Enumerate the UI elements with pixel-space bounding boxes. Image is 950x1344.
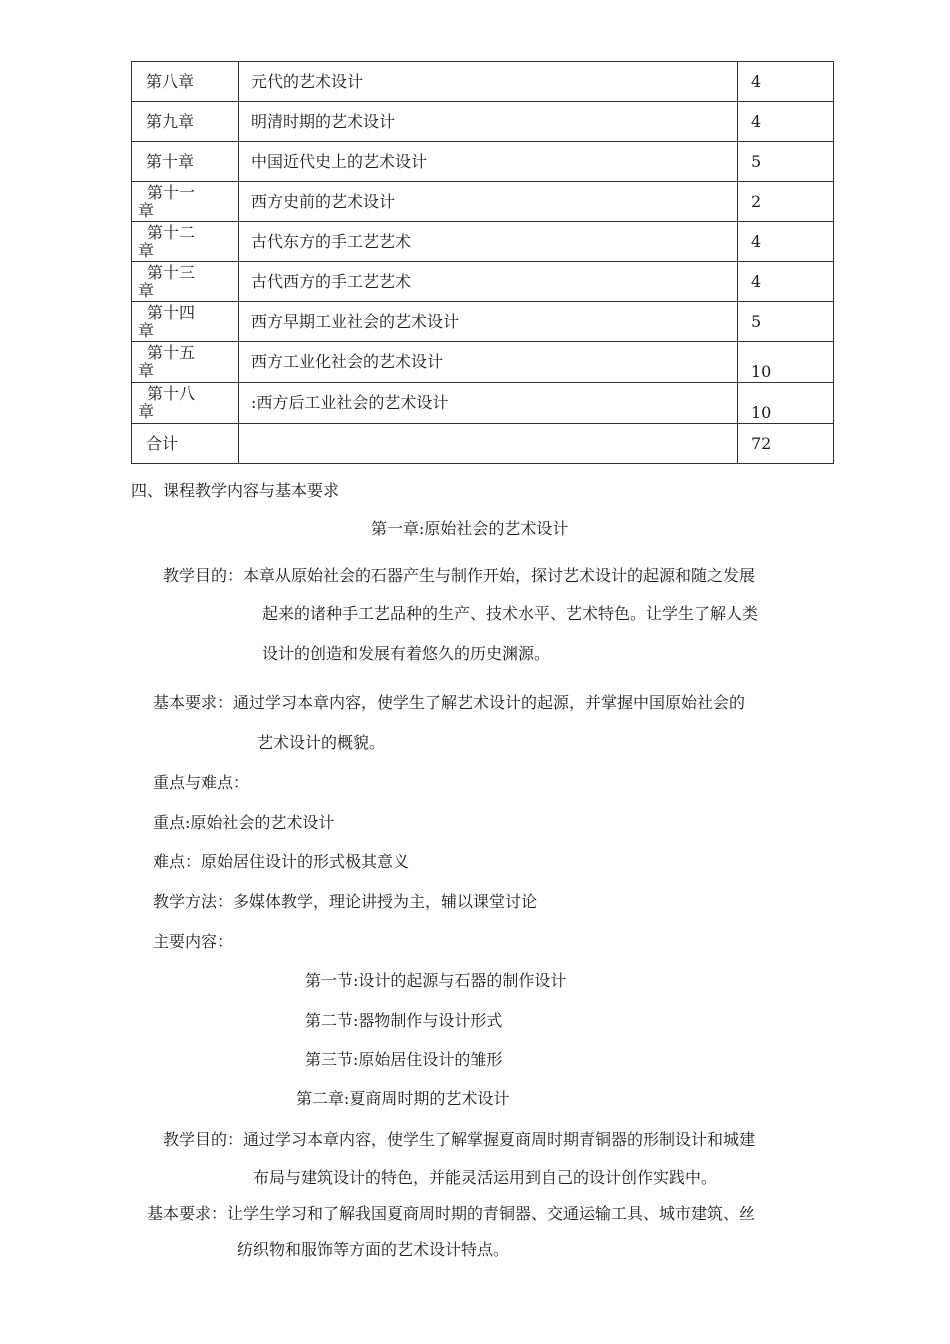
table-row: [132, 383, 834, 424]
section-item: 第三节:原始居住设计的雏形: [305, 1050, 503, 1069]
table-row: [132, 62, 834, 102]
table-row: [132, 342, 834, 383]
chapter-cell: 第八章: [132, 62, 239, 102]
title-cell: 西方史前的艺术设计: [239, 182, 738, 222]
chapter-cell: [132, 342, 239, 383]
chapter-cell: [132, 182, 239, 222]
table-row: [132, 424, 834, 464]
ch1-requirement-line-2: 艺术设计的概貌。: [257, 733, 386, 752]
hours-cell: 4: [738, 102, 834, 142]
chapter-1-title: 第一章:原始社会的艺术设计: [371, 519, 569, 538]
hours-cell: 4: [738, 262, 834, 302]
hours-cell: 10: [738, 383, 834, 424]
title-cell: [239, 424, 738, 464]
chapter-cell: 第九章: [132, 102, 239, 142]
focus-heading: 重点与难点：: [153, 773, 250, 792]
table-row: [132, 302, 834, 342]
hours-cell: 4: [738, 62, 834, 102]
title-cell: 西方工业化社会的艺术设计: [239, 342, 738, 383]
chapter-line-1: 第十二: [147, 222, 196, 242]
chapter-cell: 合计: [132, 424, 239, 464]
ch2-goal-line-2: 布局与建筑设计的特色，并能灵活运用到自己的设计创作实践中。: [253, 1168, 718, 1187]
title-cell: :西方后工业社会的艺术设计: [239, 383, 738, 424]
chapter-line-2: 章: [138, 280, 155, 300]
section-heading: 四、课程教学内容与基本要求: [131, 481, 340, 500]
table-row: [132, 182, 834, 222]
chapter-line-2: 章: [138, 200, 155, 220]
chapter-line-2: 章: [138, 402, 155, 421]
ch1-requirement-line-1: 基本要求：通过学习本章内容，使学生了解艺术设计的起源，并掌握中国原始社会的: [153, 693, 746, 712]
ch2-requirement-line-2: 纺织物和服饰等方面的艺术设计特点。: [237, 1240, 510, 1259]
chapter-line-2: 章: [138, 240, 155, 260]
table-row: [132, 142, 834, 182]
table-row: [132, 102, 834, 142]
hours-cell: 10: [738, 342, 834, 383]
chapter-cell: [132, 222, 239, 262]
ch2-goal-line-1: 教学目的：通过学习本章内容，使学生了解掌握夏商周时期青铜器的形制设计和城建: [163, 1130, 756, 1149]
chapter-cell: [132, 262, 239, 302]
hours-cell: 4: [738, 222, 834, 262]
hours-cell: 5: [738, 142, 834, 182]
chapter-line-1: 第十一: [147, 182, 196, 202]
chapter-line-1: 第十五: [147, 343, 196, 362]
chapter-line-1: 第十四: [147, 302, 196, 322]
hours-cell: 5: [738, 302, 834, 342]
difficulty-point: 难点：原始居住设计的形式极其意义: [153, 852, 410, 871]
chapter-line-1: 第十三: [147, 262, 196, 282]
section-item: 第二节:器物制作与设计形式: [305, 1011, 503, 1030]
ch1-goal-line-3: 设计的创造和发展有着悠久的历史渊源。: [262, 644, 551, 663]
ch1-goal-line-2: 起来的诸种手工艺品种的生产、技术水平、艺术特色。让学生了解人类: [262, 604, 759, 623]
focus-point: 重点:原始社会的艺术设计: [153, 813, 335, 832]
table-row: [132, 262, 834, 302]
table-row: [132, 222, 834, 262]
chapter-line-2: 章: [138, 320, 155, 340]
title-cell: 古代东方的手工艺艺术: [239, 222, 738, 262]
content-heading: 主要内容：: [153, 932, 234, 951]
chapter-2-title: 第二章:夏商周时期的艺术设计: [296, 1089, 510, 1108]
course-hours-table: [131, 61, 834, 464]
title-cell: 元代的艺术设计: [239, 62, 738, 102]
ch2-requirement-line-1: 基本要求：让学生学习和了解我国夏商周时期的青铜器、交通运输工具、城市建筑、丝: [147, 1204, 756, 1223]
hours-cell: 72: [738, 424, 834, 464]
title-cell: 古代西方的手工艺艺术: [239, 262, 738, 302]
title-cell: 中国近代史上的艺术设计: [239, 142, 738, 182]
title-cell: 明清时期的艺术设计: [239, 102, 738, 142]
chapter-cell: [132, 383, 239, 424]
chapter-cell: 第十章: [132, 142, 239, 182]
chapter-line-1: 第十八: [147, 384, 196, 403]
hours-cell: 2: [738, 182, 834, 222]
section-item: 第一节:设计的起源与石器的制作设计: [305, 971, 567, 990]
title-cell: 西方早期工业社会的艺术设计: [239, 302, 738, 342]
ch1-goal-line-1: 教学目的：本章从原始社会的石器产生与制作开始，探讨艺术设计的起源和随之发展: [163, 566, 756, 585]
chapter-line-2: 章: [138, 361, 155, 380]
teaching-method: 教学方法：多媒体教学，理论讲授为主，辅以课堂讨论: [153, 892, 538, 911]
chapter-cell: [132, 302, 239, 342]
